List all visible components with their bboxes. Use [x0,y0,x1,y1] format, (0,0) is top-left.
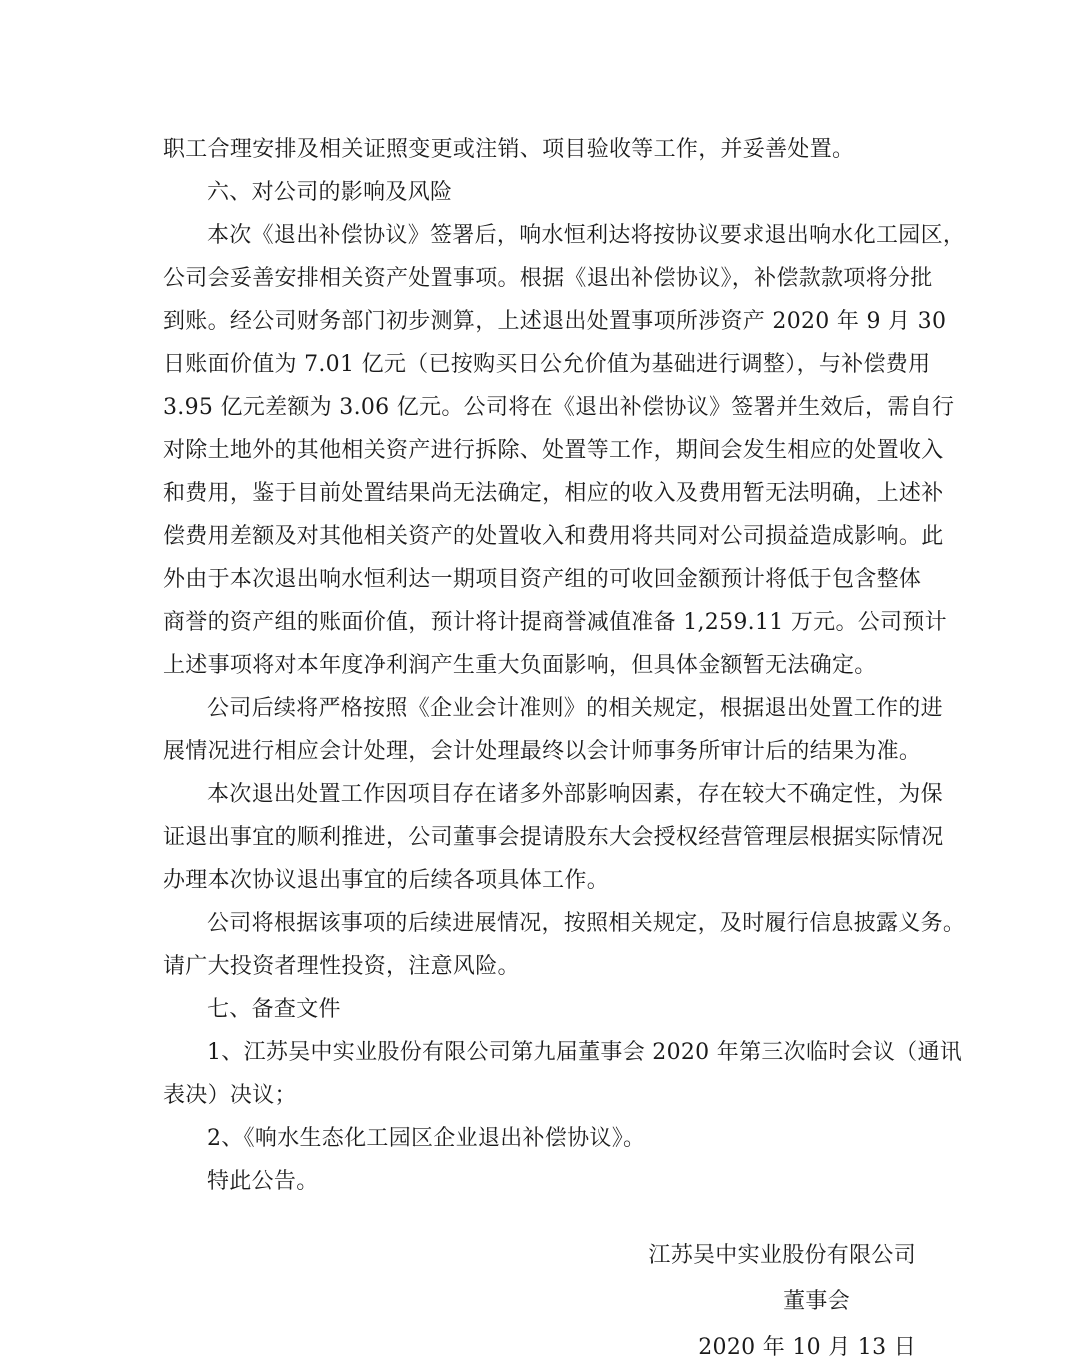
body-line: 对除土地外的其他相关资产进行拆除、处置等工作，期间会发生相应的处置收入 [163,438,944,463]
body-line: 公司会妥善安排相关资产处置事项。根据《退出补偿协议》，补偿款款项将分批 [163,266,933,291]
body-line: 公司将根据该事项的后续进展情况，按照相关规定，及时履行信息披露义务。 [207,911,966,936]
body-line: 日账面价值为 7.01 亿元（已按购买日公允价值为基础进行调整），与补偿费用 [163,352,931,377]
signature-block [648,1233,916,1371]
body-line: 偿费用差额及对其他相关资产的处置收入和费用将共同对公司损益造成影响。此 [163,524,944,549]
reference-item-1-continued: 表决）决议； [163,1083,297,1108]
section-heading-documents: 七、备查文件 [207,997,341,1022]
reference-item-2: 2、《响水生态化工园区企业退出补偿协议》。 [207,1126,646,1151]
signature-board: 董事会 [783,1289,850,1314]
body-line: 本次退出处置工作因项目存在诸多外部影响因素，存在较大不确定性，为保 [207,782,943,807]
body-line: 公司后续将严格按照《企业会计准则》的相关规定，根据退出处置工作的进 [207,696,943,721]
signature-date: 2020 年 10 月 13 日 [698,1335,916,1360]
body-line: 商誉的资产组的账面价值，预计将计提商誉减值准备 1,259.11 万元。公司预计 [163,610,947,635]
body-line: 上述事项将对本年度净利润产生重大负面影响，但具体金额暂无法确定。 [163,653,877,678]
document-body [163,128,966,1203]
body-line: 办理本次协议退出事宜的后续各项具体工作。 [163,868,610,893]
signature-company: 江苏吴中实业股份有限公司 [648,1243,916,1268]
body-line: 和费用，鉴于目前处置结果尚无法确定，相应的收入及费用暂无法明确，上述补 [163,481,944,506]
body-line: 3.95 亿元差额为 3.06 亿元。公司将在《退出补偿协议》签署并生效后，需自行 [163,395,955,420]
closing-statement: 特此公告。 [207,1169,319,1194]
body-line: 证退出事宜的顺利推进，公司董事会提请股东大会授权经营管理层根据实际情况 [163,825,944,850]
body-line: 请广大投资者理性投资，注意风险。 [163,954,520,979]
body-line: 展情况进行相应会计处理，会计处理最终以会计师事务所审计后的结果为准。 [163,739,922,764]
reference-item-1: 1、江苏吴中实业股份有限公司第九届董事会 2020 年第三次临时会议（通讯 [207,1040,963,1065]
section-heading-impact: 六、对公司的影响及风险 [207,180,453,205]
body-line: 本次《退出补偿协议》签署后，响水恒利达将按协议要求退出响水化工园区， [207,223,966,248]
body-line: 外由于本次退出响水恒利达一期项目资产组的可收回金额预计将低于包含整体 [163,567,922,592]
body-line: 到账。经公司财务部门初步测算，上述退出处置事项所涉资产 2020 年 9 月 30 [163,309,947,334]
body-line: 职工合理安排及相关证照变更或注销、项目验收等工作，并妥善处置。 [163,137,855,162]
